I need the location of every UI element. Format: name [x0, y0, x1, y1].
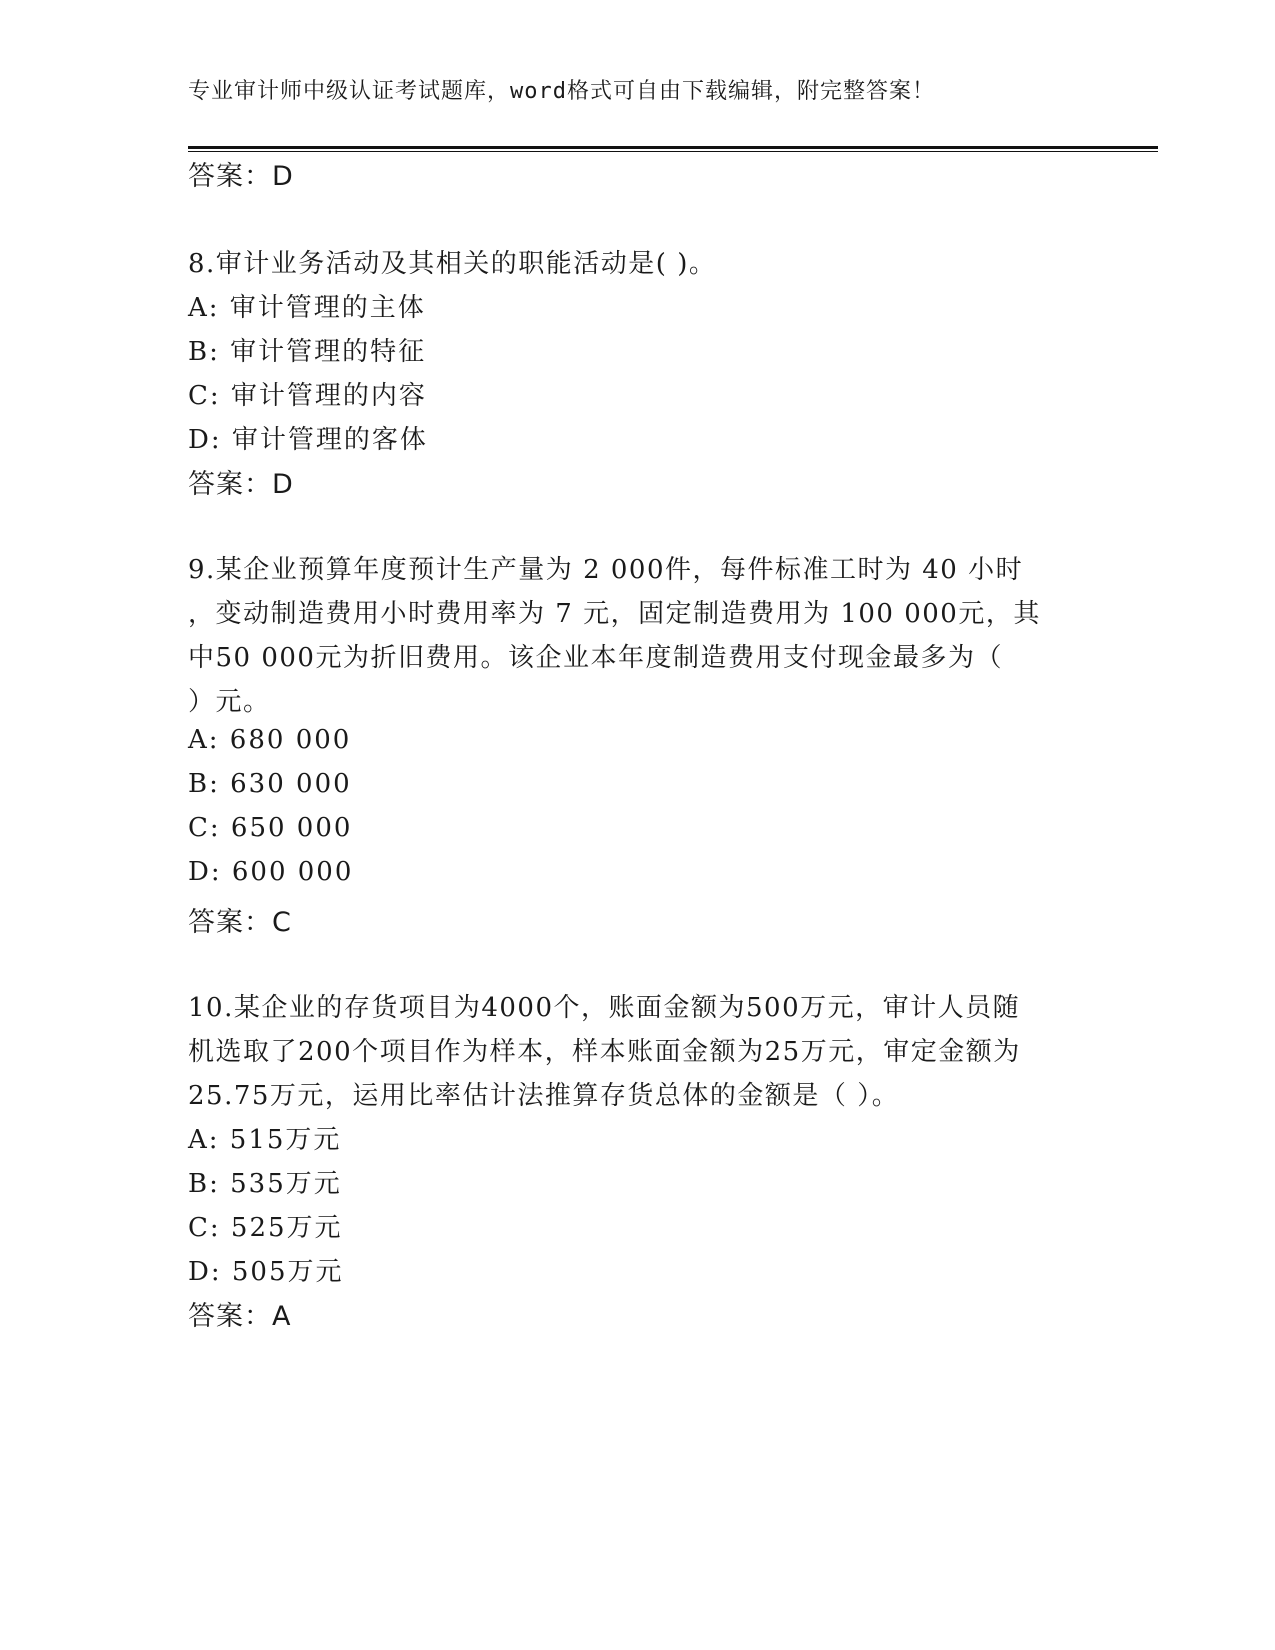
option-b: B: 535万元 [188, 1169, 342, 1199]
question-stem-line: ）元。 [188, 687, 271, 717]
question-stem-line: 25.75万元，运用比率估计法推算存货总体的金额是（ ）。 [188, 1081, 900, 1111]
answer: 答案：C [188, 907, 292, 938]
page-header: 专业审计师中级认证考试题库，word格式可自由下载编辑，附完整答案！ [188, 79, 935, 104]
option-d: D: 505万元 [188, 1257, 344, 1287]
option-d: D: 600 000 [188, 857, 354, 887]
header-rule-thick [188, 146, 1158, 149]
question-stem-line: 9.某企业预算年度预计生产量为 2 000件，每件标准工时为 40 小时 [188, 555, 1024, 585]
option-c: C: 525万元 [188, 1213, 343, 1243]
option-a: A: 515万元 [188, 1125, 342, 1155]
question-stem-line: 中50 000元为折旧费用。该企业本年度制造费用支付现金最多为（ [188, 643, 1003, 673]
header-rule-thin [188, 151, 1158, 152]
option-c: C: 650 000 [188, 813, 353, 843]
option-b: B: 630 000 [188, 769, 352, 799]
previous-answer: 答案：D [188, 161, 294, 192]
option-d: D: 审计管理的客体 [188, 425, 428, 455]
option-c: C: 审计管理的内容 [188, 381, 427, 411]
question-stem-line: 10.某企业的存货项目为4000个，账面金额为500万元，审计人员随 [188, 993, 1021, 1023]
option-b: B: 审计管理的特征 [188, 337, 427, 367]
option-a: A: 680 000 [188, 725, 352, 755]
answer: 答案：A [188, 1301, 292, 1332]
option-a: A: 审计管理的主体 [188, 293, 426, 323]
question-stem-line: ，变动制造费用小时费用率为 7 元，固定制造费用为 100 000元，其 [188, 599, 1041, 629]
answer: 答案：D [188, 469, 294, 500]
question-stem-line: 8.审计业务活动及其相关的职能活动是( )。 [188, 249, 717, 279]
question-stem-line: 机选取了200个项目作为样本，样本账面金额为25万元，审定金额为 [188, 1037, 1021, 1067]
